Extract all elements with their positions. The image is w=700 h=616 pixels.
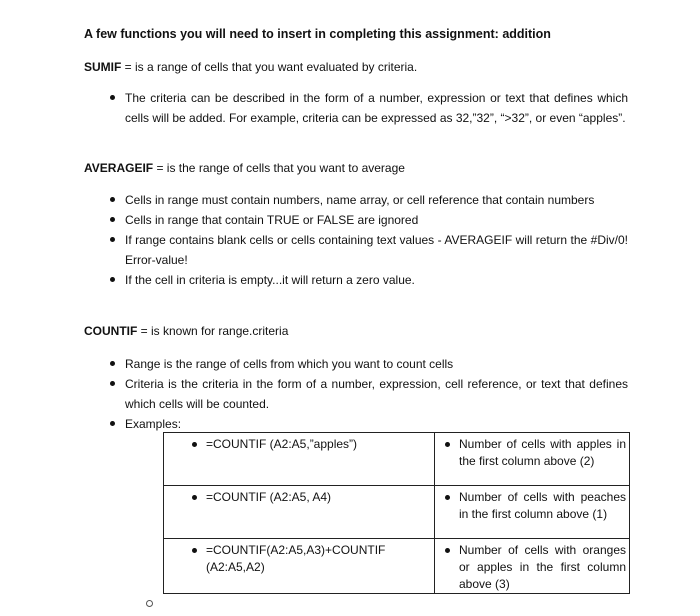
description-cell: [435, 539, 630, 594]
examples-table: [163, 432, 630, 594]
averageif-text: = is the range of cells that you want to average: [153, 161, 405, 175]
description-text: Number of cells with peaches in the first column above (1): [435, 486, 629, 523]
hollow-bullet-icon: [146, 600, 153, 607]
page-heading: A few functions you will need to insert in completing this assignment: addition: [84, 27, 551, 41]
sumif-bullet-list: [110, 88, 628, 128]
list-item: If range contains blank cells or cells containing text values - AVERAGEIF will return the #Div/0! Error-value!: [110, 230, 628, 270]
list-item: Examples:: [110, 414, 628, 434]
averageif-bullet-list: [110, 190, 628, 290]
list-item: Criteria is the criteria in the form of a number, expression, cell reference, or text that defines which cells will be counted.: [110, 374, 628, 414]
countif-text: = is known for range.criteria: [137, 324, 289, 338]
list-item: Cells in range that contain TRUE or FALSE are ignored: [110, 210, 628, 230]
countif-definition: [84, 322, 288, 340]
averageif-definition: [84, 159, 405, 177]
averageif-term: AVERAGEIF: [84, 161, 154, 175]
formula-cell: [164, 539, 435, 594]
formula-text: =COUNTIF (A2:A5, A4): [164, 486, 434, 506]
formula-text: =COUNTIF (A2:A5,”apples”): [164, 433, 434, 453]
sumif-text: = is a range of cells that you want evaluated by criteria.: [121, 60, 418, 74]
table-row: [164, 539, 630, 594]
description-cell: [435, 433, 630, 486]
list-item: If the cell in criteria is empty...it will return a zero value.: [110, 270, 628, 290]
list-item: Range is the range of cells from which you want to count cells: [110, 354, 628, 374]
countif-bullet-list: [110, 354, 628, 434]
table-row: [164, 433, 630, 486]
description-text: Number of cells with oranges or apples in the first column above (3): [435, 539, 629, 593]
table-row: [164, 486, 630, 539]
sumif-definition: [84, 58, 417, 76]
list-item: Cells in range must contain numbers, name array, or cell reference that contain numbers: [110, 190, 628, 210]
formula-text: =COUNTIF(A2:A5,A3)+COUNTIF (A2:A5,A2): [164, 539, 434, 576]
formula-cell: [164, 433, 435, 486]
formula-cell: [164, 486, 435, 539]
list-item: The criteria can be described in the form of a number, expression or text that defines which cells will be added. For example, criteria can be expressed as 32,”32”, “>32”, or even “apples”.: [110, 88, 628, 128]
sumif-term: SUMIF: [84, 60, 122, 74]
description-text: Number of cells with apples in the first column above (2): [435, 433, 629, 470]
description-cell: [435, 486, 630, 539]
countif-term: COUNTIF: [84, 324, 138, 338]
